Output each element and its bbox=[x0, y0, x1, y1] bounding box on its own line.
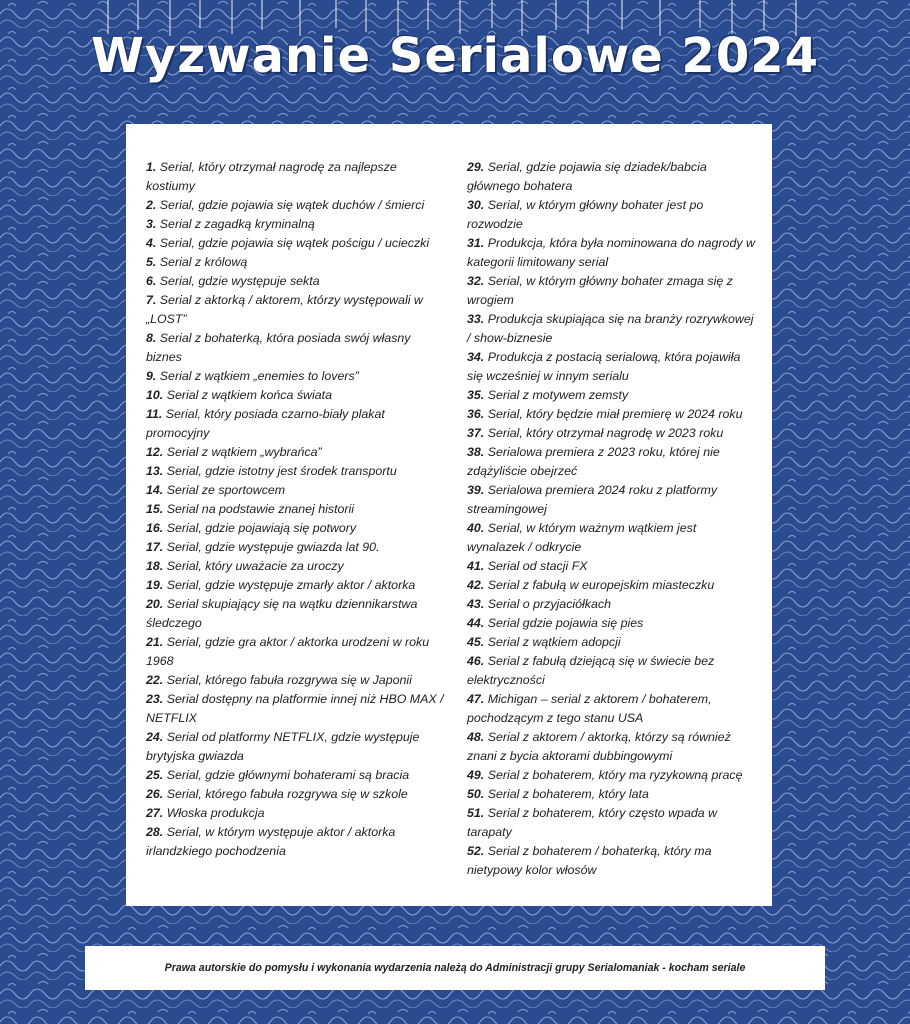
challenge-item-number: 21. bbox=[146, 635, 164, 649]
challenge-item-number: 48. bbox=[467, 730, 485, 744]
challenge-item bbox=[146, 595, 446, 633]
challenge-item-number: 30. bbox=[467, 198, 485, 212]
challenge-item-number: 11. bbox=[146, 407, 163, 421]
challenge-item-number: 3. bbox=[146, 217, 157, 231]
challenge-item bbox=[467, 481, 757, 519]
challenge-item-number: 35. bbox=[467, 388, 485, 402]
challenge-item-text: Włoska produkcja bbox=[166, 806, 265, 820]
challenge-item-text: Serial z zagadką kryminalną bbox=[159, 217, 315, 231]
page-title: Wyzwanie Serialowe 2024 bbox=[90, 28, 820, 84]
challenge-item-text: Serial z motywem zemsty bbox=[487, 388, 629, 402]
challenge-item-number: 52. bbox=[467, 844, 485, 858]
challenge-item-number: 16. bbox=[146, 521, 164, 535]
challenge-item bbox=[467, 576, 757, 595]
challenge-item-number: 51. bbox=[467, 806, 485, 820]
challenge-item-number: 18. bbox=[146, 559, 164, 573]
challenge-item-number: 19. bbox=[146, 578, 164, 592]
challenge-item-number: 41. bbox=[467, 559, 485, 573]
challenge-item-number: 44. bbox=[467, 616, 485, 630]
challenge-item bbox=[467, 386, 757, 405]
challenge-item bbox=[467, 785, 757, 804]
challenge-list-left-column bbox=[146, 158, 446, 861]
challenge-item-number: 7. bbox=[146, 293, 157, 307]
challenge-item-text: Serial z bohaterem, który lata bbox=[487, 787, 649, 801]
challenge-item-text: Serial, który otrzymał nagrodę za najlepsze kostiumy bbox=[146, 160, 397, 193]
challenge-item-number: 24. bbox=[146, 730, 164, 744]
challenge-item-number: 20. bbox=[146, 597, 164, 611]
challenge-item-number: 36. bbox=[467, 407, 485, 421]
challenge-item-text: Serial, gdzie gra aktor / aktorka urodzeni w roku 1968 bbox=[146, 635, 430, 668]
challenge-item-text: Serial od platformy NETFLIX, gdzie występuje brytyjska gwiazda bbox=[146, 730, 420, 763]
challenge-item bbox=[146, 405, 446, 443]
challenge-item-number: 2. bbox=[146, 198, 157, 212]
challenge-item bbox=[146, 443, 446, 462]
challenge-item-text: Produkcja z postacią serialową, która pojawiła się wcześniej w innym serialu bbox=[467, 350, 741, 383]
challenge-item-text: Michigan – serial z aktorem / bohaterem, pochodzącym z tego stanu USA bbox=[467, 692, 712, 725]
challenge-item-text: Serial, który otrzymał nagrodę w 2023 roku bbox=[487, 426, 724, 440]
challenge-item bbox=[146, 671, 446, 690]
challenge-item-text: Serialowa premiera 2024 roku z platformy streamingowej bbox=[467, 483, 718, 516]
challenge-item-text: Produkcja skupiająca się na branży rozrywkowej / show-biznesie bbox=[467, 312, 754, 345]
challenge-item-number: 47. bbox=[467, 692, 485, 706]
challenge-item-text: Serial dostępny na platformie innej niż HBO MAX / NETFLIX bbox=[146, 692, 444, 725]
challenge-item-number: 46. bbox=[467, 654, 485, 668]
challenge-item bbox=[146, 462, 446, 481]
challenge-item bbox=[467, 690, 757, 728]
challenge-item-number: 40. bbox=[467, 521, 485, 535]
copyright-footer: Prawa autorskie do pomysłu i wykonania wydarzenia należą do Administracji grupy Serialomaniak - kocham seriale bbox=[85, 946, 825, 990]
challenge-item bbox=[146, 576, 446, 595]
challenge-item-number: 34. bbox=[467, 350, 485, 364]
challenge-item bbox=[467, 842, 757, 880]
challenge-item bbox=[146, 633, 446, 671]
challenge-item bbox=[467, 766, 757, 785]
challenge-item-text: Serial z wątkiem „wybrańca” bbox=[166, 445, 322, 459]
challenge-item-number: 25. bbox=[146, 768, 164, 782]
challenge-item-text: Serial, który będzie miał premierę w 2024 roku bbox=[487, 407, 743, 421]
challenge-item-number: 49. bbox=[467, 768, 485, 782]
challenge-item bbox=[146, 367, 446, 386]
challenge-item-text: Serial z wątkiem adopcji bbox=[487, 635, 621, 649]
challenge-item-text: Serial, gdzie głównymi bohaterami są bracia bbox=[166, 768, 410, 782]
challenge-item-text: Serial, gdzie pojawia się dziadek/babcia głównego bohatera bbox=[467, 160, 707, 193]
challenge-item bbox=[467, 424, 757, 443]
challenge-item-text: Serial na podstawie znanej historii bbox=[166, 502, 355, 516]
challenge-item bbox=[467, 519, 757, 557]
challenge-item-text: Serial, który posiada czarno-biały plakat promocyjny bbox=[146, 407, 385, 440]
challenge-item-number: 39. bbox=[467, 483, 485, 497]
challenge-item-text: Serial, który uważacie za uroczy bbox=[166, 559, 344, 573]
challenge-item-text: Serial od stacji FX bbox=[487, 559, 588, 573]
challenge-item-text: Serial o przyjaciółkach bbox=[487, 597, 611, 611]
challenge-item bbox=[467, 728, 757, 766]
challenge-item bbox=[146, 519, 446, 538]
challenge-item-text: Serialowa premiera z 2023 roku, której nie zdążyliście obejrzeć bbox=[467, 445, 720, 478]
challenge-item-number: 8. bbox=[146, 331, 157, 345]
challenge-item-number: 10. bbox=[146, 388, 164, 402]
challenge-item-text: Serial z fabułą w europejskim miasteczku bbox=[487, 578, 715, 592]
challenge-item bbox=[467, 348, 757, 386]
challenge-item bbox=[467, 557, 757, 576]
challenge-item-number: 28. bbox=[146, 825, 164, 839]
challenge-item-text: Serial ze sportowcem bbox=[166, 483, 286, 497]
challenge-item bbox=[146, 823, 446, 861]
challenge-item-text: Serial z fabułą dziejącą się w świecie bez elektryczności bbox=[467, 654, 715, 687]
challenge-item-text: Serial, gdzie istotny jest środek transportu bbox=[166, 464, 397, 478]
challenge-item-number: 33. bbox=[467, 312, 485, 326]
challenge-item-text: Serial gdzie pojawia się pies bbox=[487, 616, 644, 630]
challenge-item bbox=[146, 253, 446, 272]
challenge-item-number: 4. bbox=[146, 236, 157, 250]
challenge-item-number: 14. bbox=[146, 483, 164, 497]
challenge-item-text: Serial, gdzie występuje gwiazda lat 90. bbox=[166, 540, 380, 554]
challenge-item-text: Serial z wątkiem „enemies to lovers” bbox=[159, 369, 359, 383]
challenge-item-text: Serial, w którym główny bohater zmaga się z wrogiem bbox=[467, 274, 733, 307]
challenge-item-number: 6. bbox=[146, 274, 157, 288]
challenge-item-text: Serial, którego fabuła rozgrywa się w szkole bbox=[166, 787, 408, 801]
challenge-item bbox=[467, 234, 757, 272]
challenge-item bbox=[146, 766, 446, 785]
challenge-item bbox=[146, 386, 446, 405]
challenge-item-text: Serial z bohaterką, która posiada swój własny biznes bbox=[146, 331, 411, 364]
challenge-item bbox=[146, 196, 446, 215]
challenge-item-number: 29. bbox=[467, 160, 485, 174]
challenge-item-text: Serial z bohaterem / bohaterką, który ma nietypowy kolor włosów bbox=[467, 844, 712, 877]
challenge-item-number: 43. bbox=[467, 597, 485, 611]
challenge-item bbox=[146, 728, 446, 766]
challenge-item-number: 37. bbox=[467, 426, 485, 440]
challenge-item bbox=[467, 614, 757, 633]
challenge-item-text: Serial z aktorem / aktorką, którzy są również znani z bycia aktorami dubbingowymi bbox=[467, 730, 731, 763]
challenge-item-number: 9. bbox=[146, 369, 157, 383]
challenge-item-number: 26. bbox=[146, 787, 164, 801]
challenge-item-text: Serial, w którym główny bohater jest po rozwodzie bbox=[467, 198, 704, 231]
challenge-item-number: 38. bbox=[467, 445, 485, 459]
challenge-item bbox=[146, 481, 446, 500]
challenge-item bbox=[146, 500, 446, 519]
challenge-item-text: Serial, gdzie występuje sekta bbox=[159, 274, 320, 288]
challenge-item-number: 22. bbox=[146, 673, 164, 687]
challenge-item-text: Serial, w którym występuje aktor / aktorka irlandzkiego pochodzenia bbox=[146, 825, 396, 858]
challenge-item-number: 27. bbox=[146, 806, 164, 820]
challenge-item bbox=[146, 557, 446, 576]
challenge-item-text: Serial z wątkiem końca świata bbox=[166, 388, 332, 402]
challenge-item bbox=[467, 310, 757, 348]
challenge-item-text: Produkcja, która była nominowana do nagrody w kategorii limitowany serial bbox=[467, 236, 755, 269]
challenge-item bbox=[467, 443, 757, 481]
challenge-item-number: 17. bbox=[146, 540, 164, 554]
challenge-list-right-column bbox=[467, 158, 757, 880]
challenge-item bbox=[146, 329, 446, 367]
challenge-item-text: Serial, gdzie pojawia się wątek pościgu / ucieczki bbox=[159, 236, 430, 250]
challenge-item bbox=[146, 804, 446, 823]
challenge-item bbox=[146, 158, 446, 196]
challenge-item-number: 12. bbox=[146, 445, 164, 459]
challenge-item bbox=[467, 158, 757, 196]
challenge-item-number: 5. bbox=[146, 255, 157, 269]
challenge-item bbox=[467, 804, 757, 842]
challenge-item-number: 32. bbox=[467, 274, 485, 288]
challenge-item-number: 45. bbox=[467, 635, 485, 649]
challenge-list-card bbox=[126, 124, 772, 906]
challenge-item bbox=[467, 405, 757, 424]
challenge-item bbox=[467, 652, 757, 690]
challenge-item-text: Serial, w którym ważnym wątkiem jest wynalazek / odkrycie bbox=[467, 521, 697, 554]
challenge-item-text: Serial, gdzie pojawiają się potwory bbox=[166, 521, 357, 535]
challenge-item-number: 31. bbox=[467, 236, 485, 250]
challenge-item-number: 15. bbox=[146, 502, 164, 516]
challenge-item-number: 23. bbox=[146, 692, 164, 706]
challenge-item bbox=[146, 785, 446, 804]
challenge-item bbox=[146, 538, 446, 557]
challenge-item bbox=[146, 272, 446, 291]
challenge-item bbox=[467, 196, 757, 234]
challenge-item bbox=[146, 234, 446, 253]
challenge-item-text: Serial, gdzie pojawia się wątek duchów / śmierci bbox=[159, 198, 425, 212]
challenge-item-text: Serial skupiający się na wątku dziennikarstwa śledczego bbox=[146, 597, 418, 630]
challenge-item-number: 1. bbox=[146, 160, 157, 174]
challenge-item-text: Serial, którego fabuła rozgrywa się w Japonii bbox=[166, 673, 412, 687]
challenge-item-text: Serial z bohaterem, który często wpada w tarapaty bbox=[467, 806, 718, 839]
challenge-item-number: 50. bbox=[467, 787, 485, 801]
challenge-item-number: 13. bbox=[146, 464, 164, 478]
challenge-item bbox=[467, 595, 757, 614]
challenge-item-number: 42. bbox=[467, 578, 485, 592]
challenge-item bbox=[146, 215, 446, 234]
challenge-item-text: Serial z bohaterem, który ma ryzykowną pracę bbox=[487, 768, 743, 782]
challenge-item-text: Serial z królową bbox=[159, 255, 248, 269]
challenge-item bbox=[467, 633, 757, 652]
challenge-item bbox=[146, 291, 446, 329]
challenge-item bbox=[146, 690, 446, 728]
challenge-item-text: Serial, gdzie występuje zmarły aktor / aktorka bbox=[166, 578, 416, 592]
challenge-item bbox=[467, 272, 757, 310]
challenge-item-text: Serial z aktorką / aktorem, którzy występowali w „LOST” bbox=[146, 293, 423, 326]
